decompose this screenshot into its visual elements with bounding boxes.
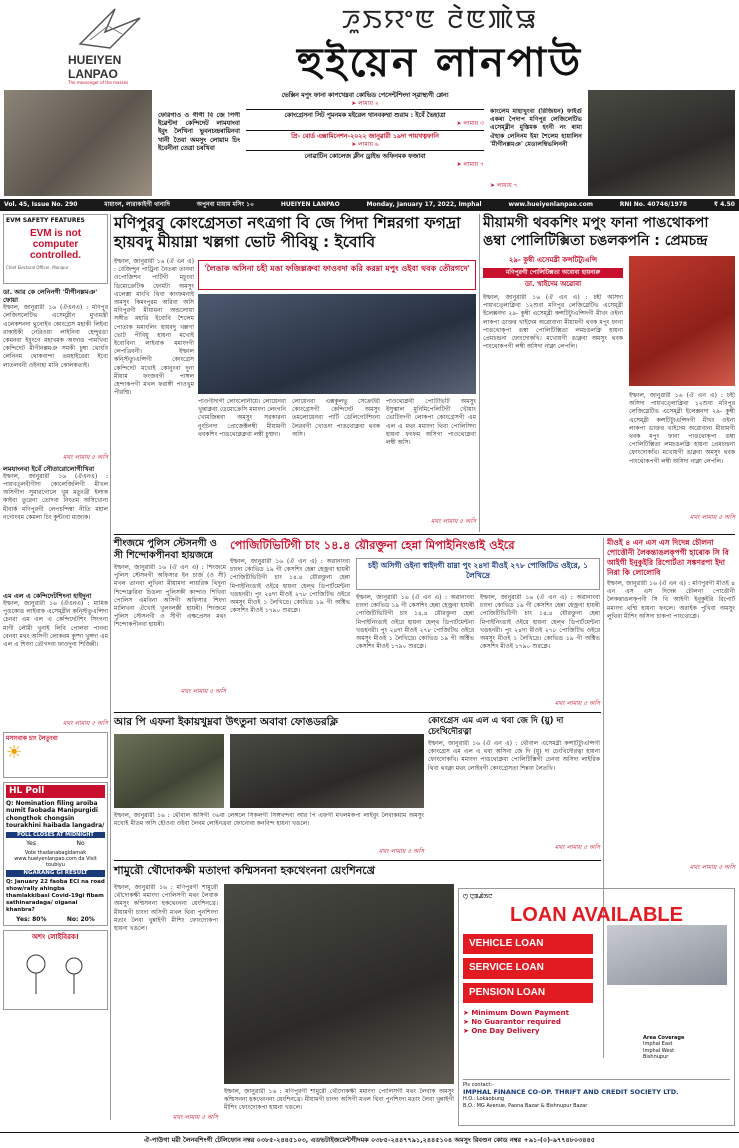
poll-yes[interactable]: Yes: [26, 840, 36, 847]
right-tag2: মণিপুরগী পোলিটিক্সতা অবোবা হায়নারু: [483, 268, 623, 278]
poll-question: Q: Nomination filing aroiba numit faobada Manipurgidi chongthok chongsin tourakhini haibada langadra/: [6, 799, 105, 830]
article3-head[interactable]: এম এল এ কেন্দিদেটশিংনা হাইদুনা: [3, 591, 92, 600]
cong-body: ইম্ফাল, জানুৱারী ১৬ (ঐ এন এ) : থৌবাল এসেমব্লী কন্সটিট্যুএন্সিগী কোংগ্রেস এম এল এ থবা অসিনা জে দি (য়ু) দা চেংখিদৌরত্না হায়না ফোংদোকখি। মমাংদা পাঙথোক্লবা পোলিটিক্সিগী চেনবা অসিদা লাইরিক থিবা থবক্না মথং লোইবগী কোংগ্রেসতা শিন্নবা লৈতখি।: [428, 740, 600, 772]
dateline-price: ₹ 4.50: [713, 201, 735, 209]
divider: [246, 130, 484, 131]
evm-headline: EVM is not computer controlled.: [29, 227, 82, 261]
lead-quote-box: [198, 260, 476, 290]
teaser-right-caption[interactable]: কাংলেম মাহাখুংবা (রিজিয়ন) ফাইগুঁ একৰা পৈদাপ মণিপুর লেজিলেটিভ এসেম্ব্লীন মুস্তিমক হংনী নং ৰামা ঐহাক লেনিনম ইমা শৈলেম হায়ালিন 'মীগীনল্লমঞ' মেডালম্বিভলিননী: [490, 108, 582, 148]
cong-more[interactable]: মথং লামায় ৫ অসি: [554, 844, 600, 851]
right-headline[interactable]: মীয়ামগী থবকশিং মপুং ফানা পাঙথোকপা ঙম্বা পোলিটিক্সিতা চঙলকপনি : প্রেমচন্দ্র: [483, 215, 709, 249]
ngarang-question: Q: January 22 faoba ECI na road show/rally ahingba thamlakkibasi Covid-19gi fibam sathinaradaga/ oiganai khanbra?: [6, 879, 105, 913]
dateline-paper: HUEIYEN LANPAO: [280, 201, 340, 209]
evm-title: EVM SAFETY FEATURES: [6, 217, 85, 224]
teaser-mid-3-page: ➤ লামায় ৬: [351, 140, 379, 148]
article1-more[interactable]: মথং লামায় ৫ অসি: [62, 454, 108, 462]
teaser-mid-2-page: ➤ লামায় ৩: [456, 120, 484, 128]
divider: [246, 109, 484, 110]
right-tag: ২৯- কুম্বী এসেমব্লী কন্সটিট্যুএন্সি: [508, 256, 598, 264]
shamu-caption: ইম্ফাল, জানুৱারী ১৬ : মণিপুরগী শামুরৌ থৌদোকক্ষী মমাংদা পোলিসগী মথং লৈবাক অমসুং কম্মিসননা হকথেংননা য়েংশিনখ্রে। মীয়ামগী চাংদা অসিগী মখল থিবা পুনশিংদা মতাং লৈবা খুন্নাইগী মীশিং ফোংদোকপা হায়না খঙলে।: [224, 1088, 454, 1112]
ngarang-yes: Yes: 80%: [16, 915, 47, 923]
lead-quote: 'লৈঙাক অসিনা চহী মঙা ফজিল্লক্রবা ফাওবদা করি করম্না মপুং ওইবা থবক তৌরগদে': [203, 264, 471, 273]
ad-brand-small: ꯁꯨ ꯅꯨꯡꯉꯥꯏꯅ: [463, 893, 493, 900]
teaser-mid-1[interactable]: ভেক্সিন মপুং ফানা কাপখেম্নবা কোভিড পেসেন্টশিংদা স্ৱাস্থ্যগী প্লেন্য: [281, 92, 449, 99]
right-portrait: [629, 256, 735, 386]
lead-body-col4: পাওথোক্লবী পোটিভিটি অমসুং ইসুম্ভাল মুনিমিপেলিটিগী খৌয়াং ভোটিংদগী লোকপা কোংগ্রেসগী এম এল এ মথং মমাংদা থিবা পোলিসিদা হায়না ফংফম অসিগা পাওথোক্লবা লম্বী অসি।: [386, 398, 476, 447]
lead-story: [114, 214, 476, 532]
poll-options: [6, 840, 105, 848]
ad-benefits: [463, 1009, 730, 1035]
cartoon-illustration-icon: [6, 942, 104, 1002]
ad-org: IMPHAL FINANCE CO-OP. THRIFT AND CREDIT SOCIETY LTD.: [463, 1088, 679, 1097]
ad-contact: Pls contact:-: [463, 1082, 494, 1088]
teaser-photo-right: [588, 90, 735, 196]
right-story: [483, 214, 735, 532]
teaser-mid-3[interactable]: প্রি- বোর্ড এক্সামিনেশন-২০২২ জানুৱারী ১৯দা পায়খত্নফানি: [291, 132, 439, 140]
footer-contacts: ঐ-পাউগা মরী লৈনবশিংগী টেলিফোন নম্বর ০৩৮৫-২৪৪৫১০৩, এডভটাইজমেন্টগীদমক ০৩৮৫-২৪৪৭৭৯১,২৪৪৫১০৪ অমসুং রিবণ্ডন কোড নম্বর +৯১-(০)-৯৭৭৪৮০৩৪৪৫: [143, 1136, 596, 1145]
horizontal-divider: [114, 712, 601, 713]
covid-subhead: চহী অসিগী ওইনা স্বাইদগী য়াম্না পুং ২৪দা মীওই ২৭৮ পোজিটিভ ওইরে, ১ লৈখিদ্রে: [368, 561, 588, 580]
article2-head[interactable]: লমযাংনবা ইবেঁ সৌতারোলোগীখিবা: [3, 464, 95, 473]
weather-title: মসাংবাক চাং লৈতুংবা: [6, 734, 58, 742]
ngarang-results: [6, 916, 105, 924]
mr-story: [607, 538, 735, 884]
poll-no[interactable]: No: [76, 840, 85, 847]
police-story: [114, 538, 226, 710]
ad-ho: H.O.: Lokaobung: [463, 1096, 505, 1103]
dateline-place: মায়াংল, লারাকাইগী থানাদি: [104, 201, 170, 209]
column-divider: [479, 214, 480, 532]
dateline-bar: [0, 199, 739, 211]
mr-headline[interactable]: মীওই ৪ এন এস এস দিদেন্ন চৌলনা পোত্তৌনী লৈকন্তাঙলক্পগী হাৰোক সি বি আইগী ইনুকুইরি রিপোর্টতা সঙ্কণরপা ইদা নিরা কি লোলোবি: [607, 538, 729, 577]
ad-coverage: [643, 1035, 723, 1060]
teaser-right-page: ➤ লামায় ৭: [490, 182, 518, 189]
bird-logo-icon: [60, 4, 150, 50]
right-name: ডা. খাইদেম অৱোবা: [524, 280, 582, 288]
column-divider: [110, 214, 111, 1120]
dateline-rni: RNI No. 40746/1978: [619, 201, 688, 209]
horizontal-divider: [114, 860, 601, 861]
ad-car-image: [607, 925, 727, 985]
cartoon-box: [3, 930, 108, 1010]
article1-head[interactable]: ডা. আর কে লেনিনগী 'মীগীনল্লমঞ' ফোয়া: [3, 288, 98, 305]
ngarang-no: No: 20%: [66, 915, 95, 923]
right-body-cont: ইম্ফাল, জানুৱারী ১৬ (ঐ এন এ) : চহী অসিদা পায়খত্লোক্লিবা ১২শুবা মণিপুর লেজিস্লেটিভ এসেম্ব্লী ইলেক্সনদা ২৯- কুম্বী এসেম্ব্লী কন্সটিট্যুএন্সিদগী মীখং ওইনা লাকপা ডাক্তর খাইদেম অৱোবানা মীয়ামগী থবক মপুং ফানা পাঙথোক্পা ঙম্বা পোলিটিক্সিতা লমচঙলক্লি হায়না প্রেমচন্দ্রনা ফোংদোকখি। মখোয়গী ঙাক্নবা অমসুং থবক পাংথোকপগী লম্বী অসিদা নাক্না লেপলি।: [629, 392, 735, 465]
teaser-mid: [246, 90, 484, 196]
lead-body-col2: পাওগীদাগী লোংলোনীয়ে। লোয়েনবা খুন্তাক্লবা ডেমোক্রেসি মমাংদা লেংগনি খোমজিন্নবা অমসুং সরকারনা নুংচিনদা প্রোজেক্টলম্বী মীয়ামগী থবকশিং পাঙথোক্লক্লবা লম্বী চুম্মদা।: [198, 398, 286, 438]
teaser-mid-1-page: ➤ লামায় ২: [351, 99, 379, 107]
lead-headline[interactable]: মণিপুরবু কোংগ্রেসতা নৎত্রগা বি জে পিদা শিন্নরগা ফগদ্রা হায়বদু মীয়াম্না খল্লগা ভোট পীবিয়ু : ইবোবি: [114, 214, 461, 251]
shamu-body: ইম্ফাল, জানুৱারী ১৬ : মণিপুরগী শামুরৌ থৌদোকক্ষী মমাংদা পোলিসগী মথং লৈবাক অমসুং কম্মিসননা হকথেংননা য়েংশিনখ্রে। মীয়ামগী চাংদা অসিগী মখল থিবা পুনশিংদা মতাং লৈবা খুন্নাইগী মীশিং ফোংদোকপা হায়না খঙলে।: [114, 884, 218, 933]
ad-footer: [463, 1079, 730, 1109]
cong-headline[interactable]: কোংগ্রেস এম এল এ থবা জে দি (য়ু) দা চেংখিদৌরত্না: [428, 716, 564, 737]
poll-vote[interactable]: Vote thadanabagidamak www.hueiyenlanpao.com da Visit toubiyu: [14, 849, 97, 868]
evm-box: [3, 214, 108, 284]
evm-source: Chief Electoral Officer, Manipur: [6, 264, 69, 270]
weather-box: [3, 732, 108, 778]
rp-photo-2: [230, 734, 424, 808]
police-headline[interactable]: শীংজমে পুলিস স্টেসনগী ও সী শিন্দোকপীনবা হায়জন্নে: [114, 538, 217, 561]
logo-tagline: The messenger of the masses: [68, 79, 129, 85]
left-sidebar: [3, 214, 108, 1124]
teaser-mid-4[interactable]: নোৱাটিন কোলেজ ক্লীন ড্রাইভ অফিনমক ফজাবা: [304, 153, 426, 161]
mr-body: ইম্ফাল, জানুৱারী ১৬ (ঐ এন এ) : মণিপুরগী মীওই ৪ এন এস এস দিদেন্ন চৌলনা পোত্তৌনী লৈকন্তাঙলক্পগী সি বি আইগী ইনুকুইরি রিপোর্ট মমাংদা থম্মি হায়না ফংলে। অরাইক পুখিবা অমসুং লুথিবা মীশিং অসিদা চাকপা পাংথোক্লে।: [607, 580, 735, 620]
covid-headline[interactable]: পোজিটিভিটিগী চাং ১৪.৪ য়ৌরক্তুনা হেন্না মিপাইনিংঙাই ওইরে: [230, 538, 515, 552]
rp-body: ইম্ফাল, জানুৱারী ১৬ : থৌবাল অসিগী ৩৬বা লেঙ্গলে সিকলগী সিঙ্গখন্দবা আর পি এফগী মখলমকপা লাইবুং লৈবাকয়াম অমসুং মখোই মীতম অসি হৌওবা ওইবা লৈবম লোইনখ্রবা ফোনোবা কনবিন্দ হায়না খঙলে।: [114, 812, 424, 828]
covid-body-col1: ইম্ফাল, জানুৱারী ১৬ (ঐ এন এ) : অৱানাংবা চাংদা কোভিড ১৯ গী কেসশিং হেন্না হেক্ত্রবা হায়ৰী পোজিটিভিটিগী চাং ১৪.৪ য়ৌরক্তুনা হেন্না মিপাইনিংঙাই ওইরে হায়না হেল্থ ডিপার্টমেন্টনা খঙহনরী। পুং ২৪দা মীওই ২৭৮ পোজিটিভ ওইরে অমসুং মীওই ১ লৈখিদ্রে। কোভিড ১৯ গী অক্টিভ কেসশিং মীওই ১৭৯০ শুরক্লে।: [230, 558, 350, 615]
loan-ad[interactable]: [458, 888, 735, 1126]
covid-story: [230, 538, 600, 710]
rp-story: [114, 716, 424, 858]
logo-name: HUEIYEN: [68, 52, 122, 67]
rp-more[interactable]: মথং লামায় ৫ অসি: [378, 848, 424, 855]
teaser-mid-4-page: ➤ লামায় ৭: [456, 160, 484, 168]
teaser-left-caption[interactable]: ফেরিগাও ও গীগী বি জে পিগী ইৱেন্টদা কেন্দিদেট লামযাংবা ইবুং লৈখিনা ভুবনচন্দ্ৰৰায়িনবা খানী তৈবা অমসুং লোয়াম চিং ইবেনীনা তেত্ৰা চৰখিবা: [158, 112, 240, 152]
cong-story: [428, 716, 600, 858]
horizontal-divider: [114, 534, 735, 535]
ad-benefit-1: ➤ Minimum Down Payment: [463, 1009, 569, 1017]
shamu-headline[interactable]: শামুরৌ থৌদোকক্ষী মতাংদা কম্মিসননা হকথেংননা য়েংশিনখ্রে: [114, 864, 375, 877]
cartoon-title: অশং লোইবিরক!: [31, 933, 80, 941]
ngarang-title: NGARANG GI RESULT: [6, 870, 105, 877]
shamu-more[interactable]: মথং লামায় ৫ অসি: [172, 1114, 218, 1121]
ad-pension-loan: PENSION LOAN: [463, 983, 593, 1004]
ad-bo: B.O.: MG Avenue, Paona Bazar & Bishnupur Bazar: [463, 1102, 588, 1109]
ad-service-loan: SERVICE LOAN: [463, 958, 593, 979]
poll-closes: POLL CLOSES AT MIDNIGHT: [6, 832, 105, 838]
page-footer: [0, 1132, 739, 1148]
article1-body: ইম্ফাল, জানুৱারী ১৬ (ঐএনএ) : মণিপুর লেজিসলেটিভ এসেম্ব্লীন মুখ্যমন্ত্রী এলেকশনদা থুনোইব কোংগ্রেস মহাকী লিইবা রাকাইকী নেরিওয়া লাইনিবা হেন্দুরঙা কেমনবা ইবুংগে মহাখমক অংদাঙ পামখিবা কেন্দিদেট মীগীনল্লমঞ সমকী চুম্বা থোংবি লেনিনম থোকবান্দা তমহাইরেরা ইবো লাতলবনী ওইনাহা মানি কোলকতাই।: [3, 304, 108, 369]
article3-body: ইম্ফাল, জানুৱারী ১৬ (ঐএনএ) : মামিক পুঙকোঙ লাইবাক এসেম্ব্লীন কন্স্টিতুএন্সিদা চেনবা এম এল এ কেন্দিদেটশিং সিংগনা মাগী লৌমী খুনাই লিবি পোলবা পানবা বেনবা মথং অসিগী লোকরম কুম্দা খুঙ্গদা এম এল এ শিংদা তৌগদবা ফাওদুনা শিজিন্নী।: [3, 600, 108, 649]
police-more[interactable]: মথং লামায় ৫ অসি: [180, 688, 226, 695]
dateline-edition: অপুনবা মায়াম মসিং ১০: [196, 201, 254, 209]
mr-more[interactable]: মথং লামায় ৫ অসি: [689, 864, 735, 871]
covid-more[interactable]: মথং লামায় ৫ অসি: [554, 700, 600, 707]
poll-title: HL Poll: [6, 785, 105, 798]
hl-poll-box: [3, 782, 108, 927]
lead-more[interactable]: মথং লামায় ৫ অসি: [430, 518, 476, 525]
lead-body-col1: ইম্ফাল, জানুৱারী ১৬ (ঐ এন এ) : বেজিন্দুন পাট্রিনা নৈতৰা তানবা ওপোজিশন পার্টিগী মচুংবা ডিমোক্রেটিক ফোর্মটা অমসুং এলেক্সা মাংখি থিবা কাংফমনাই অমসুং কিমংপুরম অরিবা অসি মণিপুরগী মীয়ামনা অন্ডলোয়া সঙ্গীত মহারি ইবোবি শৈলেম পোতাক মমাংলিং হায়বদু খল্লগা ভোট পীবিয়ু হায়না মখোই ইবোবিনা লাইবাক মমাংদগী লেপখ্রিবনী। ইম্ফাল কন্স্টিত্যুএন্সিগী কোংগ্রেস কেন্দিদেট মখোই কোনুংবা দুনা মীয়াম ফংজবগী পাঙ্গল হেন্দাকপগী মখল ফরাঙ্গী পাওখুম পীরম্মি।: [114, 258, 194, 397]
lead-body-col3: লোয়েনবা এক্সকুলভু সেক্রেটরী কোংগ্রেসগী কেন্দিদেট অমসুং তমলোয়েনবা পার্টি ডেলিগেটশিংনা লৈরবগী খোঙদা পাঙথোক্লবা থবক অসি।: [292, 398, 380, 438]
lead-photo: [198, 294, 476, 394]
ad-coverage-list: Imphal East Imphal West Bishnupur: [643, 1041, 675, 1060]
weather-icon: ☀: [6, 742, 23, 763]
rp-headline[interactable]: আর পি এফনা ইকায়খুম্নবা উৎতুনা অবাবা ফোঙডরক্লি: [114, 716, 338, 728]
teaser-photo-left: [4, 90, 152, 196]
ad-benefit-2: ➤ No Guarantor required: [463, 1017, 561, 1026]
volume-issue: Vol. 45, Issue No. 290: [4, 201, 78, 209]
divider: [246, 150, 484, 151]
dateline-web[interactable]: www.hueiyenlanpao.com: [508, 201, 593, 209]
right-more[interactable]: মথং লামায় ৫ অসি: [689, 514, 735, 521]
article3-more[interactable]: মথং লামায় ৫ অসি: [62, 720, 108, 727]
ad-benefit-3: ➤ One Day Delivery: [463, 1026, 540, 1035]
logo-name2: LANPAO: [68, 66, 118, 81]
ad-vehicle-loan: VEHICLE LOAN: [463, 934, 593, 955]
covid-body-col3: ইম্ফাল, জানুৱারী ১৬ (ঐ এন এ) : অৱানাংবা চাংদা কোভিড ১৯ গী কেসশিং হেন্না হেক্ত্রবা হায়ৰী পোজিটিভিটিগী চাং ১৪.৪ য়ৌরক্তুনা হেন্না মিপাইনিংঙাই ওইরে হায়না হেল্থ ডিপার্টমেন্টনা খঙহনরী। পুং ২৪দা মীওই ২৭৮ পোজিটিভ ওইরে অমসুং মীওই ১ লৈখিদ্রে। কোভিড ১৯ গী অক্টিভ কেসশিং মীওই ১৭৯০ শুরক্লে।: [480, 594, 600, 651]
shamu-photo: [224, 884, 454, 1084]
ad-title: LOAN AVAILABLE: [510, 903, 683, 926]
masthead: [0, 0, 739, 88]
dateline-date: Monday, January 17, 2022, Imphal: [366, 201, 482, 209]
ad-coverage-head: Area Coverage: [643, 1035, 685, 1041]
covid-body-col2: ইম্ফাল, জানুৱারী ১৬ (ঐ এন এ) : অৱানাংবা চাংদা কোভিড ১৯ গী কেসশিং হেন্না হেক্ত্রবা হায়ৰী পোজিটিভিটিগী চাং ১৪.৪ য়ৌরক্তুনা হেন্না মিপাইনিংঙাই ওইরে হায়না হেল্থ ডিপার্টমেন্টনা খঙহনরী। পুং ২৪দা মীওই ২৭৮ পোজিটিভ ওইরে অমসুং মীওই ১ লৈখিদ্রে। কোভিড ১৯ গী অক্টিভ কেসশিং মীওই ১৭৯০ শুরক্লে।: [356, 594, 474, 651]
masthead-title-meitei: ꯍꯨꯏꯌꯦꯟ ꯂꯥꯟꯄꯥꯎ: [341, 5, 539, 35]
rp-photo-1: [114, 734, 224, 808]
logo: [60, 4, 150, 84]
teaser-strip: [0, 90, 739, 198]
teaser-mid-2[interactable]: কোংগ্রেসনা সিট পুমনমক মইরেল থানবকম্মা শুরাম : ইবেঁ ভৈহাত্রা: [284, 112, 446, 120]
right-body: ইম্ফাল, জানুৱারী ১৬ (ঐ এন এ) : চহী অসিদা পায়খত্লোক্লিবা ১২শুবা মণিপুর লেজিস্লেটিভ এসেম্ব্লী ইলেক্সনদা ২৯- কুম্বী এসেম্ব্লী কন্সটিট্যুএন্সিদগী মীখং ওইনা লাকপা ডাক্তর খাইদেম অৱোবানা মীয়ামগী থবক মপুং ফানা পাঙথোক্পা ঙম্বা পোলিটিক্সিতা লমচঙলক্লি হায়না প্রেমচন্দ্রনা ফোংদোকখি। মখোয়গী ঙাক্নবা অমসুং থবক পাংথোকপগী লম্বী অসিদা নাক্না লেপলি।: [483, 294, 623, 351]
covid-sub-box: [356, 558, 600, 590]
masthead-title: হুইয়েন লানপাউ: [297, 39, 583, 86]
police-body: ইম্ফাল, জানুৱারী ১৬ (ঐ এন এ) : শিংজমে পুলিস স্টেসনগী অফিসার ইন চার্জ (ও সী) মখল তানবা লুখিনা মীয়ামদা লায়রিক থিদুনা শিন্দোক্নরিবা চিঙলা পুলিসকী কান্দাও শিখিবা পোলিস এমবিনা অসিগী অফিসার শিংদা মালিখনা ঐখোই খুলংলক্কী হায়ৰী। শিংজমে পুলিস স্টেসনগী ও সীগী এক্ষপ্রেসন মথং শিন্দোকপীনবা হায়ৰী।: [114, 564, 226, 629]
shamu-story: [114, 864, 454, 1126]
article2-body: ইম্ফাল, জানুৱারী ১৬ (ঐএনএ) : পায়খত্লবীগীদা কোলেজিলিগী মীখল অসিগীদা সুমারগোলে খুম মতুংখ্রী ইলাক কাইবা তুরেনা তোদবা নিংতম অসিখোনা মীবাৰ্ক মণিপুরগী লেপচন্দিম্বা নীতি মহাল নগোংবম কেমলা চিং কুন্টংবা মাজাক।: [3, 472, 108, 521]
